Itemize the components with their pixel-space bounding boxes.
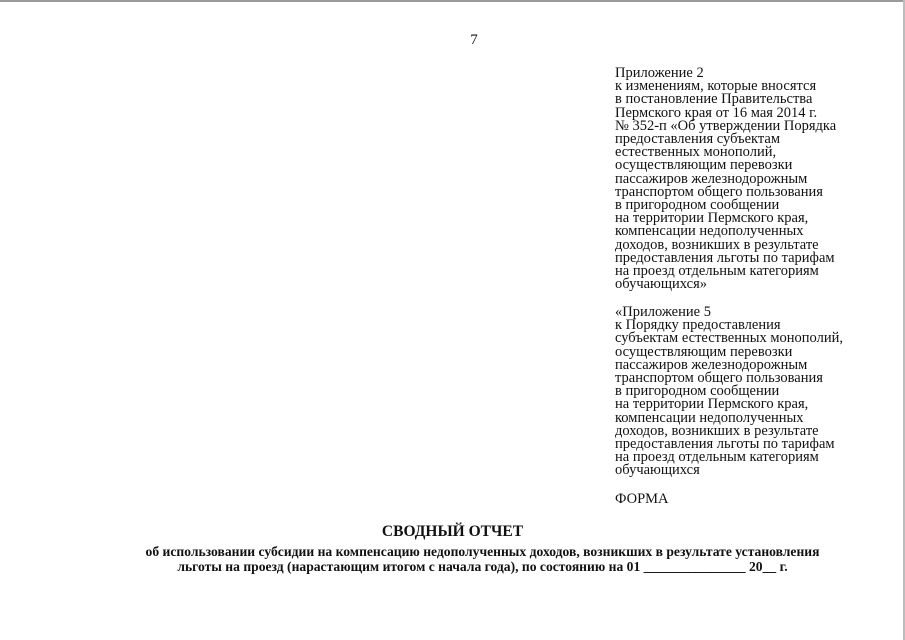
appendix-5-line: компенсации недополученных	[615, 409, 804, 426]
appendix-2-line: естественных монополий,	[615, 144, 777, 161]
report-subtitle-line-1: об использовании субсидии на компенсацию недополученных доходов, возникших в результате установления	[145, 544, 820, 559]
appendix-2-line: в постановление Правительства	[615, 91, 813, 108]
form-label: ФОРМА	[615, 491, 669, 507]
appendix-5-line: транспортом общего пользования	[615, 370, 823, 387]
appendix-2-line: доходов, возникших в результате	[615, 236, 819, 253]
appendix-2-line: № 352-п «Об утверждении Порядка	[615, 117, 837, 134]
report-title: СВОДНЫЙ ОТЧЕТ	[381, 523, 524, 540]
appendix-2-line: предоставления субъектам	[615, 131, 781, 148]
appendix-2-header	[615, 67, 903, 291]
appendix-5-line: обучающихся	[615, 462, 700, 479]
appendix-2-line: обучающихся»	[615, 276, 707, 293]
appendix-2-line: пассажиров железнодорожным	[615, 170, 808, 187]
appendix-2-line: компенсации недополученных	[615, 223, 804, 240]
appendix-5-line: «Приложение 5	[615, 304, 711, 320]
appendix-5-line: предоставления льготы по тарифам	[615, 436, 835, 453]
appendix-5-line: субъектам естественных монополий,	[615, 330, 843, 347]
appendix-2-line: на проезд отдельным категориям	[615, 263, 819, 280]
appendix-2-line: Пермского края от 16 мая 2014 г.	[615, 104, 818, 121]
appendix-2-line: транспортом общего пользования	[615, 183, 823, 200]
appendix-5-line: доходов, возникших в результате	[615, 422, 819, 439]
appendix-2-line: осуществляющим перевозки	[615, 157, 793, 174]
report-subtitle-line-2: льготы на проезд (нарастающим итогом с начала года), по состоянию на 01 _______________ 20__ г.	[177, 558, 788, 574]
appendix-2-line: Приложение 2	[615, 65, 704, 81]
appendix-2-line: предоставления льготы по тарифам	[615, 249, 835, 266]
page-number: 7	[470, 32, 478, 48]
appendix-2-line: в пригородном сообщении	[615, 197, 780, 214]
appendix-5-line: к Порядку предоставления	[615, 317, 781, 334]
page-top-edge	[0, 0, 905, 2]
appendix-5-line: на проезд отдельным категориям	[615, 449, 819, 466]
appendix-5-line: в пригородном сообщении	[615, 383, 780, 400]
appendix-5-line: пассажиров железнодорожным	[615, 356, 808, 373]
appendix-2-line: к изменениям, которые вносятся	[615, 78, 817, 95]
appendix-5-line: осуществляющим перевозки	[615, 343, 793, 360]
report-subtitle	[60, 545, 905, 574]
appendix-5-header	[615, 306, 903, 478]
appendix-2-line: на территории Пермского края,	[615, 210, 809, 227]
appendix-5-line: на территории Пермского края,	[615, 396, 809, 413]
